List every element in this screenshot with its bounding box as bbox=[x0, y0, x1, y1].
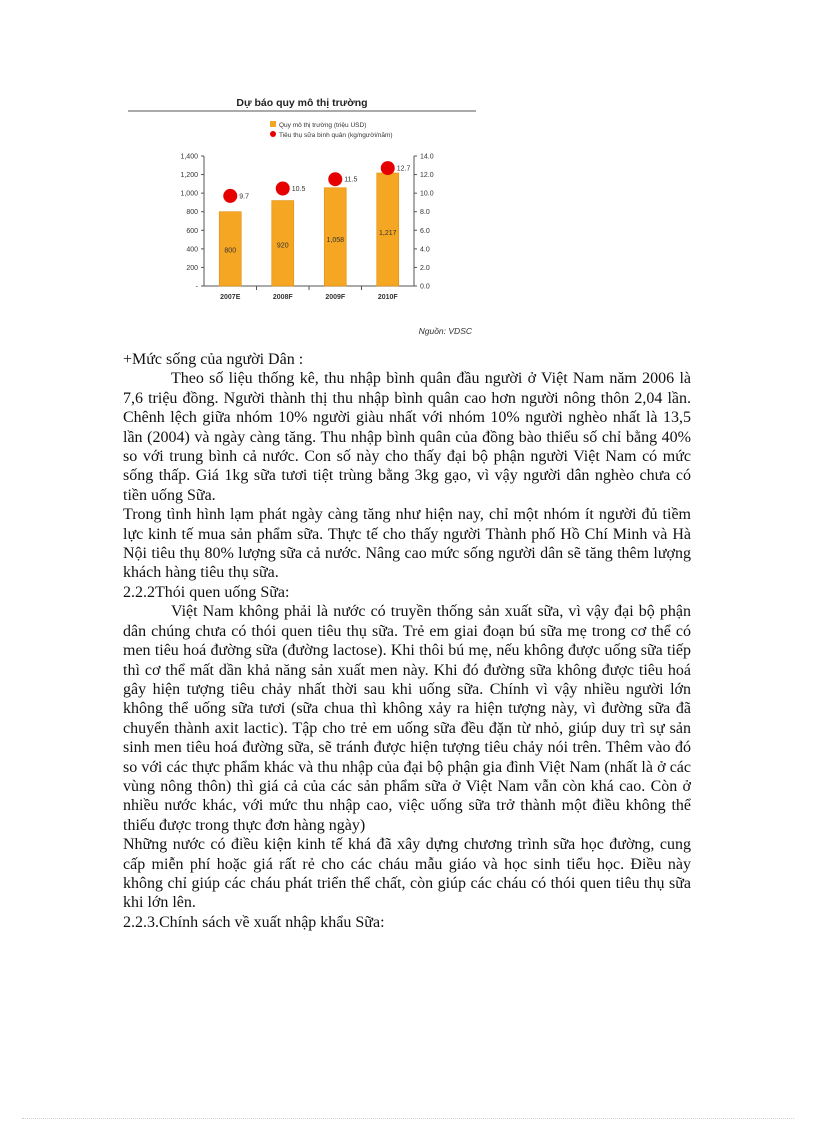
heading-import-export-policy: 2.2.3.Chính sách về xuất nhập khẩu Sữa: bbox=[123, 913, 385, 931]
left-axis-tick-label: 800 bbox=[186, 209, 198, 217]
x-axis-category-label: 2010F bbox=[377, 294, 398, 301]
right-axis-tick-label: 8.0 bbox=[420, 209, 430, 217]
market-size-bar-label: 800 bbox=[224, 247, 237, 255]
left-axis-tick-label: 1,000 bbox=[180, 190, 198, 198]
legend-bar-label: Quy mô thị trường (triệu USD) bbox=[279, 122, 367, 129]
left-axis-tick-label: 400 bbox=[186, 246, 198, 254]
left-axis-tick-label: 1,400 bbox=[180, 153, 198, 161]
x-axis-category-label: 2009F bbox=[325, 294, 346, 301]
left-axis-tick-label: 1,200 bbox=[180, 172, 198, 180]
paragraph-school-milk: Những nước có điều kiện kinh tế khá đã xây dựng chương trình sữa học đường, cung cấp miễn phí hoặc giá rất rẻ cho các cháu mẫu giáo và học sinh tiểu học. Điều này không chỉ giúp các cháu phát triển thể chất, còn giúp các cháu có thói quen tiêu thụ sữa khi lớn lên. bbox=[123, 836, 691, 912]
left-axis-tick-label: 200 bbox=[186, 264, 198, 272]
legend-bar-swatch bbox=[270, 121, 276, 127]
right-axis-tick-label: 6.0 bbox=[420, 227, 430, 235]
consumption-point bbox=[276, 182, 290, 196]
document-body bbox=[123, 350, 691, 932]
plot-area bbox=[180, 154, 433, 302]
left-axis-tick-label: - bbox=[195, 283, 198, 291]
consumption-point-label: 9.7 bbox=[239, 193, 249, 201]
chart-source: Nguồn: VDSC bbox=[418, 326, 472, 336]
heading-milk-habit: 2.2.2Thói quen uống Sữa: bbox=[123, 583, 290, 601]
paragraph-inflation: Trong tình hình lạm phát ngày càng tăng như hiện nay, chỉ một nhóm ít người đủ tiềm lực kinh tế mua sản phẩm sữa. Thực tế cho thấy người Thành phố Hồ Chí Minh và Hà Nội tiêu thụ 80% lượng sữa cả nước. Nâng cao mức sống người dân sẽ tăng thêm lượng khách hàng tiêu thụ sữa. bbox=[123, 506, 691, 582]
right-axis-tick-label: 12.0 bbox=[420, 172, 434, 180]
right-axis-tick-label: 2.0 bbox=[420, 264, 430, 272]
right-axis-tick-label: 14.0 bbox=[420, 153, 434, 161]
right-axis-tick-label: 4.0 bbox=[420, 246, 430, 254]
chart-title: Dự báo quy mô thị trường bbox=[236, 97, 368, 109]
paragraph-income: Theo số liệu thống kê, thu nhập bình quân đầu người ở Việt Nam năm 2006 là 7,6 triệu đồng. Người thành thị thu nhập bình quân cao hơn người nông thôn 2,04 lần. Chênh lệch giữa nhóm 10% người giàu nhất với nhóm 10% người nghèo nhất là 13,5 lần (2004) và ngày càng tăng. Thu nhập bình quân của đồng bào thiểu số chỉ bằng 40% so với trung bình cả nước. Con số này cho thấy đại bộ phận người Việt Nam có mức sống thấp. Giá 1kg sữa tươi tiệt trùng bằng 3kg gạo, vì vậy người dân nghèo chưa có tiền uống Sữa. bbox=[123, 370, 691, 504]
right-axis-tick-label: 0.0 bbox=[420, 283, 430, 291]
market-size-bar-label: 1,058 bbox=[326, 236, 345, 244]
x-axis-category-label: 2008F bbox=[272, 294, 293, 301]
market-size-bar-label: 1,217 bbox=[378, 230, 397, 238]
consumption-point-label: 11.5 bbox=[344, 176, 358, 184]
consumption-point bbox=[381, 161, 395, 175]
paragraph-habit: Việt Nam không phải là nước có truyền thống sản xuất sữa, vì vậy đại bộ phận dân chúng chưa có thói quen tiêu thụ sữa. Trẻ em giai đoạn bú sữa mẹ trong cơ thể có men tiêu hoá đường sữa (đường lactose). Khi thôi bú mẹ, nếu không được uống sữa tiếp thì cơ thể mất dần khả năng sản xuất men này. Khi đó đường sữa không được tiêu hoá gây hiện tượng tiêu chảy nhất thời sau khi uống sữa. Chính vì vậy nhiều người lớn không thể uống sữa tươi (sữa chua thì không xảy ra hiện tượng này, vì đường sữa đã chuyển thành axit lactic). Tập cho trẻ em uống sữa đều đặn từ nhỏ, giúp duy trì sự sản sinh men tiêu hoá đường sữa, sẽ tránh được hiện tượng tiêu chảy nói trên. Thêm vào đó so với các thực phẩm khác và thu nhập của đại bộ phận gia đình Việt Nam (nhất là ở các vùng nông thôn) thì giá cả của các sản phẩm sữa ở Việt Nam vẫn còn khá cao. Còn ở nhiều nước khác, với mức thu nhập cao, việc uống sữa trở thành một điều không thể thiếu được trong thực đơn hàng ngày) bbox=[123, 603, 691, 834]
heading-living-standard: +Mức sống của người Dân : bbox=[123, 351, 304, 368]
legend-point-label: Tiêu thụ sữa bình quân (kg/người/năm) bbox=[279, 132, 393, 139]
consumption-point bbox=[223, 189, 237, 203]
market-size-bar-label: 920 bbox=[276, 242, 289, 250]
chart-canvas bbox=[120, 86, 484, 344]
market-forecast-chart bbox=[120, 86, 484, 344]
consumption-point-label: 12.7 bbox=[396, 165, 411, 173]
legend bbox=[270, 121, 393, 139]
legend-point-swatch bbox=[270, 131, 276, 137]
right-axis-tick-label: 10.0 bbox=[420, 190, 434, 198]
x-axis-category-label: 2007E bbox=[220, 294, 241, 301]
left-axis-tick-label: 600 bbox=[186, 227, 198, 235]
page-bottom-rule bbox=[22, 1118, 794, 1119]
consumption-point-label: 10.5 bbox=[291, 186, 306, 193]
consumption-point bbox=[328, 172, 342, 186]
